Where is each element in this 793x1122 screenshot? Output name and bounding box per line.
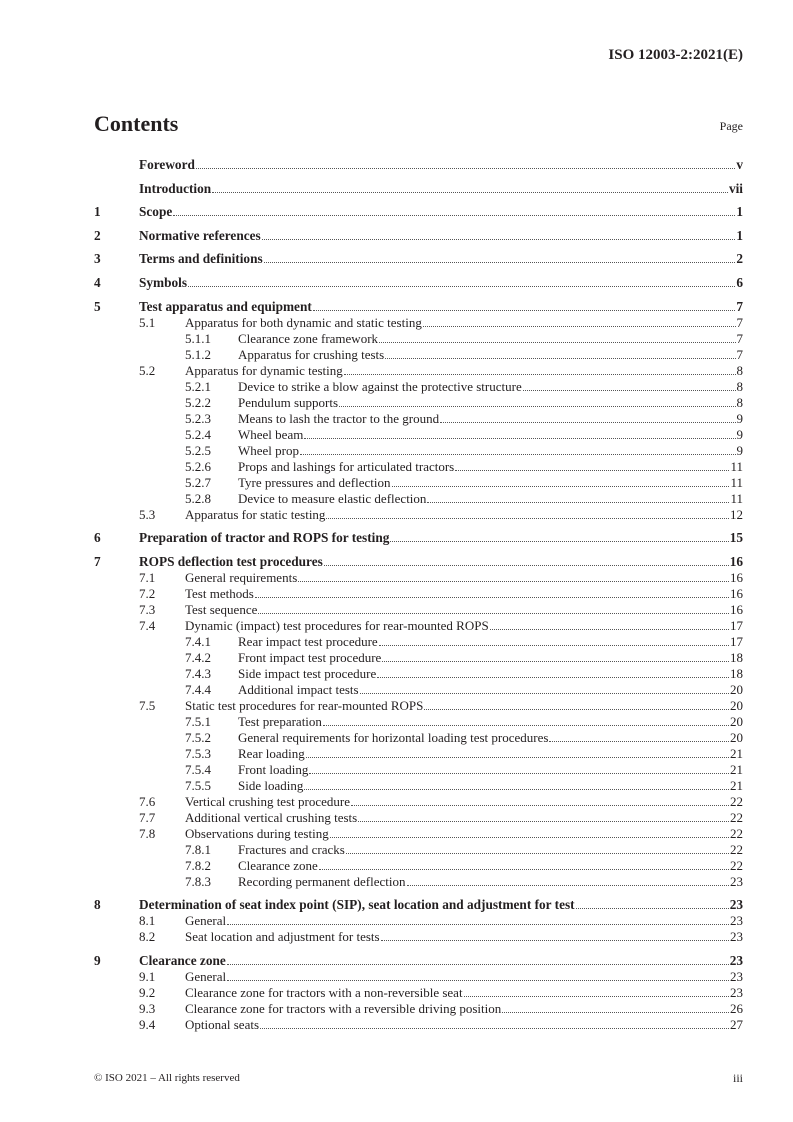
toc-entry-title: Clearance zone for tractors with a non-reversible seat <box>185 984 463 1000</box>
toc-entry-page: 11 <box>730 474 743 490</box>
toc-entry[interactable] <box>94 394 743 410</box>
toc-entry-number: 5.2.4 <box>185 426 211 442</box>
toc-entry-page: 21 <box>730 777 743 793</box>
toc-entry-title: Apparatus for dynamic testing <box>185 362 343 378</box>
dot-leader <box>464 995 729 997</box>
toc-entry-page: 7 <box>736 314 743 330</box>
toc-entry-title: Foreword <box>139 157 195 172</box>
toc-entry-number: 8 <box>94 897 101 913</box>
toc-entry-title: General requirements for horizontal loading test procedures <box>238 729 549 745</box>
toc-entry-title: Fractures and cracks <box>238 841 345 857</box>
toc-entry-number: 2 <box>94 227 101 243</box>
dot-leader <box>440 421 735 423</box>
toc-entry-page: 23 <box>729 952 743 968</box>
toc-entry-page: 9 <box>736 410 743 426</box>
toc-entry-page: v <box>736 157 743 172</box>
toc-entry[interactable] <box>94 314 743 330</box>
toc-entry-number: 7.5.2 <box>185 729 211 745</box>
dot-leader <box>309 772 729 774</box>
toc-entry[interactable] <box>94 458 743 474</box>
toc-entry-title: Introduction <box>139 180 212 196</box>
toc-entry[interactable] <box>94 617 743 633</box>
toc-entry-number: 7.5.5 <box>185 777 211 793</box>
toc-entry-number: 7.7 <box>139 809 156 825</box>
toc-entry-number: 5.3 <box>139 506 156 522</box>
dot-leader <box>523 389 736 391</box>
toc-entry-title: Wheel prop <box>238 442 300 458</box>
toc-entry-number: 7.4.4 <box>185 681 211 697</box>
dot-leader <box>455 469 729 471</box>
toc-entry-number: 5.2.7 <box>185 474 211 490</box>
copyright-footer: © ISO 2021 – All rights reserved <box>94 1072 240 1084</box>
dot-leader <box>381 939 729 941</box>
toc-entry-number: 8.1 <box>139 913 156 929</box>
toc-entry-number: 7.6 <box>139 793 156 809</box>
dot-leader <box>427 501 729 503</box>
dot-leader <box>358 820 729 822</box>
toc-entry-number: 3 <box>94 251 101 267</box>
toc-entry[interactable] <box>94 681 743 697</box>
dot-leader <box>298 580 729 582</box>
dot-leader <box>264 261 736 263</box>
toc-entry-number: 7.4.1 <box>185 633 211 649</box>
toc-entry-title: Rear impact test procedure <box>238 633 378 649</box>
toc-entry-number: 9.2 <box>139 984 156 1000</box>
toc-entry-page: 23 <box>730 873 743 889</box>
dot-leader <box>382 660 729 662</box>
dot-leader <box>392 485 730 487</box>
toc-entry-page: 27 <box>730 1016 743 1032</box>
toc-entry[interactable] <box>94 298 743 314</box>
dot-leader <box>255 596 729 598</box>
dot-leader <box>379 341 735 343</box>
dot-leader <box>300 453 735 455</box>
toc-entry-number: 7.8.1 <box>185 841 211 857</box>
toc-entry-title: Props and lashings for articulated tractors <box>238 458 455 474</box>
toc-entry[interactable] <box>94 968 743 984</box>
toc-entry-title: Recording permanent deflection <box>238 873 406 889</box>
dot-leader <box>339 405 735 407</box>
toc-entry[interactable] <box>94 1016 743 1032</box>
toc-entry-page: 18 <box>730 649 743 665</box>
toc-entry-number: 7.4.3 <box>185 665 211 681</box>
dot-leader <box>324 564 729 566</box>
dot-leader <box>313 309 736 311</box>
dot-leader <box>330 836 729 838</box>
toc-entry-page: 8 <box>736 394 743 410</box>
dot-leader <box>304 437 735 439</box>
dot-leader <box>377 676 729 678</box>
dot-leader <box>351 804 729 806</box>
toc-entry-number: 4 <box>94 274 101 290</box>
toc-entry-title: Terms and definitions <box>139 251 263 267</box>
dot-leader <box>173 214 735 216</box>
toc-entry-number: 5.1 <box>139 314 156 330</box>
toc-entry-page: 23 <box>730 929 743 945</box>
toc-entry[interactable] <box>94 156 743 172</box>
toc-entry-number: 7.3 <box>139 601 156 617</box>
toc-entry-title: Apparatus for crushing tests <box>238 346 385 362</box>
toc-entry-number: 5.2.8 <box>185 490 211 506</box>
dot-leader <box>576 907 729 909</box>
toc-entry-page: 16 <box>730 569 743 585</box>
toc-entry[interactable] <box>94 203 743 219</box>
dot-leader <box>227 979 729 981</box>
toc-entry[interactable] <box>94 346 743 362</box>
toc-entry-page: 22 <box>730 825 743 841</box>
toc-entry-title: Apparatus for static testing <box>185 506 326 522</box>
toc-entry[interactable] <box>94 793 743 809</box>
toc-entry-page: 7 <box>736 330 743 346</box>
toc-entry-title: Apparatus for both dynamic and static testing <box>185 314 422 330</box>
toc-entry-title: General <box>185 968 227 984</box>
toc-entry-page: 23 <box>730 984 743 1000</box>
toc-entry-title: Optional seats <box>185 1016 260 1032</box>
toc-entry-title: Tyre pressures and deflection <box>238 474 391 490</box>
toc-entry[interactable] <box>94 529 743 545</box>
toc-entry-page: 22 <box>730 809 743 825</box>
toc-entry-page: 22 <box>730 841 743 857</box>
contents-heading: Contents <box>94 111 179 136</box>
toc-entry-page: 1 <box>736 204 743 220</box>
toc-entry-title: Means to lash the tractor to the ground <box>238 410 440 426</box>
dot-leader <box>344 373 736 375</box>
toc-entry-page: 20 <box>730 697 743 713</box>
toc-entry-page: 20 <box>730 729 743 745</box>
dot-leader <box>360 692 729 694</box>
toc-entry-number: 7.2 <box>139 585 156 601</box>
toc-entry-title: Preparation of tractor and ROPS for testing <box>139 530 390 546</box>
toc-entry-number: 9.1 <box>139 968 156 984</box>
toc-entry[interactable] <box>94 426 743 442</box>
toc-entry-page: 17 <box>730 617 743 633</box>
dot-leader <box>549 740 729 742</box>
toc-entry-title: Clearance zone for tractors with a reversible driving position <box>185 1000 502 1016</box>
toc-entry-title: Dynamic (impact) test procedures for rear-mounted ROPS <box>185 617 489 633</box>
toc-entry[interactable] <box>94 180 743 196</box>
toc-entry[interactable] <box>94 761 743 777</box>
dot-leader <box>212 191 728 193</box>
toc-entry-title: Pendulum supports <box>238 394 339 410</box>
toc-entry-title: ROPS deflection test procedures <box>139 553 323 569</box>
toc-entry-page: 8 <box>736 362 743 378</box>
toc-entry-title: Test methods <box>185 585 254 601</box>
toc-entry-title: Front loading <box>238 761 309 777</box>
dot-leader <box>385 357 735 359</box>
toc-entry-page: 16 <box>729 553 743 569</box>
dot-leader <box>262 238 736 240</box>
toc-entry-page: 21 <box>730 745 743 761</box>
toc-entry[interactable] <box>94 362 743 378</box>
toc-entry-number: 7.8 <box>139 825 156 841</box>
toc-entry-number: 1 <box>94 204 101 220</box>
toc-entry-title: Test apparatus and equipment <box>139 298 312 314</box>
toc-entry-number: 9.4 <box>139 1016 156 1032</box>
toc-entry[interactable] <box>94 912 743 928</box>
dot-leader <box>306 756 729 758</box>
dot-leader <box>326 517 729 519</box>
toc-entry-page: 23 <box>729 897 743 913</box>
dot-leader <box>196 167 735 169</box>
dot-leader <box>379 644 729 646</box>
toc-entry[interactable] <box>94 227 743 243</box>
toc-entry-number: 7.4.2 <box>185 649 211 665</box>
toc-entry-title: Determination of seat index point (SIP), seat location and adjustment for test <box>139 897 575 913</box>
toc-entry[interactable] <box>94 553 743 569</box>
dot-leader <box>390 540 728 542</box>
toc-entry-title: Static test procedures for rear-mounted ROPS <box>185 697 424 713</box>
toc-entry-page: 16 <box>730 585 743 601</box>
toc-entry-page: 11 <box>730 490 743 506</box>
toc-entry-page: vii <box>728 180 743 196</box>
toc-entry[interactable] <box>94 896 743 912</box>
toc-entry-page: 8 <box>736 378 743 394</box>
dot-leader <box>258 612 729 614</box>
toc-entry[interactable] <box>94 777 743 793</box>
toc-entry-number: 5.1.2 <box>185 346 211 362</box>
toc-entry-title: Vertical crushing test procedure <box>185 793 350 809</box>
toc-entry-page: 9 <box>736 426 743 442</box>
toc-entry-title: Clearance zone framework <box>238 330 379 346</box>
toc-entry-page: 9 <box>736 442 743 458</box>
toc-entry-number: 7.5 <box>139 697 156 713</box>
toc-entry[interactable] <box>94 410 743 426</box>
toc-entry-number: 7.5.1 <box>185 713 211 729</box>
dot-leader <box>346 852 729 854</box>
toc-entry-title: Device to strike a blow against the protective structure <box>238 378 522 394</box>
toc-entry[interactable] <box>94 649 743 665</box>
toc-entry-title: General <box>185 913 227 929</box>
toc-entry-page: 1 <box>736 227 743 243</box>
toc-entry-page: 12 <box>730 506 743 522</box>
toc-entry-page: 16 <box>730 601 743 617</box>
toc-entry[interactable] <box>94 1000 743 1016</box>
toc-entry-title: Device to measure elastic deflection <box>238 490 427 506</box>
toc-entry-page: 20 <box>730 713 743 729</box>
toc-entry[interactable] <box>94 274 743 290</box>
toc-entry[interactable] <box>94 474 743 490</box>
toc-entry-number: 5.2.2 <box>185 394 211 410</box>
toc-entry-number: 8.2 <box>139 929 156 945</box>
toc-entry-page: 6 <box>736 274 743 290</box>
toc-entry-page: 26 <box>730 1000 743 1016</box>
dot-leader <box>490 628 729 630</box>
toc-entry-number: 7.8.2 <box>185 857 211 873</box>
toc-entry-number: 7.5.3 <box>185 745 211 761</box>
toc-entry[interactable] <box>94 729 743 745</box>
page-number: iii <box>732 1071 743 1085</box>
toc-entry-page: 7 <box>736 346 743 362</box>
dot-leader <box>260 1027 729 1029</box>
toc-entry[interactable] <box>94 330 743 346</box>
toc-entry-title: Seat location and adjustment for tests <box>185 929 380 945</box>
toc-entry[interactable] <box>94 250 743 266</box>
toc-entry[interactable] <box>94 841 743 857</box>
toc-entry-title: Scope <box>139 204 173 220</box>
toc-entry-title: Wheel beam <box>238 426 304 442</box>
toc-entry-number: 5.2 <box>139 362 156 378</box>
toc-entry-page: 21 <box>730 761 743 777</box>
table-of-contents <box>94 156 743 1032</box>
toc-entry-page: 20 <box>730 681 743 697</box>
toc-entry-page: 23 <box>730 913 743 929</box>
toc-entry-title: Test preparation <box>238 713 322 729</box>
toc-entry-number: 9 <box>94 952 101 968</box>
toc-entry-title: Clearance zone <box>238 857 318 873</box>
dot-leader <box>502 1011 729 1013</box>
toc-entry-title: Side impact test procedure <box>238 665 377 681</box>
toc-entry[interactable] <box>94 952 743 968</box>
toc-entry-page: 11 <box>730 458 743 474</box>
toc-entry-number: 5.2.3 <box>185 410 211 426</box>
toc-entry[interactable] <box>94 665 743 681</box>
toc-entry-page: 17 <box>730 633 743 649</box>
dot-leader <box>407 884 730 886</box>
toc-entry-page: 22 <box>730 857 743 873</box>
toc-entry-page: 7 <box>736 298 743 314</box>
toc-entry-number: 7.1 <box>139 569 156 585</box>
toc-entry-page: 23 <box>730 968 743 984</box>
toc-entry-title: Additional impact tests <box>238 681 359 697</box>
toc-entry[interactable] <box>94 490 743 506</box>
toc-entry[interactable] <box>94 378 743 394</box>
toc-entry[interactable] <box>94 585 743 601</box>
toc-entry-number: 5.1.1 <box>185 330 211 346</box>
toc-entry-page: 15 <box>729 530 743 546</box>
toc-entry-title: Front impact test procedure <box>238 649 382 665</box>
toc-entry[interactable] <box>94 601 743 617</box>
toc-entry[interactable] <box>94 633 743 649</box>
toc-entry-title: Test sequence <box>185 601 258 617</box>
toc-entry[interactable] <box>94 569 743 585</box>
toc-entry-number: 9.3 <box>139 1000 156 1016</box>
toc-entry-title: Clearance zone <box>139 952 226 968</box>
toc-entry-title: Observations during testing <box>185 825 329 841</box>
toc-entry[interactable] <box>94 825 743 841</box>
toc-entry-number: 5.2.1 <box>185 378 211 394</box>
toc-entry-page: 18 <box>730 665 743 681</box>
toc-entry-title: Normative references <box>139 227 261 243</box>
toc-entry[interactable] <box>94 697 743 713</box>
toc-entry[interactable] <box>94 873 743 889</box>
dot-leader <box>188 285 735 287</box>
toc-entry-page: 22 <box>730 793 743 809</box>
toc-entry-number: 7 <box>94 553 101 569</box>
dot-leader <box>227 963 729 965</box>
document-id-header: ISO 12003-2:2021(E) <box>608 47 743 63</box>
toc-entry-number: 7.4 <box>139 617 156 633</box>
toc-entry[interactable] <box>94 809 743 825</box>
toc-entry-number: 5 <box>94 298 101 314</box>
toc-entry-number: 5.2.6 <box>185 458 211 474</box>
toc-entry[interactable] <box>94 713 743 729</box>
toc-entry-number: 5.2.5 <box>185 442 211 458</box>
toc-entry-title: Additional vertical crushing tests <box>185 809 358 825</box>
dot-leader <box>304 788 729 790</box>
toc-entry-number: 7.5.4 <box>185 761 211 777</box>
toc-entry-page: 2 <box>736 251 743 267</box>
dot-leader <box>227 923 729 925</box>
page-column-label: Page <box>719 119 743 133</box>
toc-entry-title: General requirements <box>185 569 298 585</box>
toc-entry[interactable] <box>94 928 743 944</box>
toc-entry[interactable] <box>94 506 743 522</box>
toc-entry[interactable] <box>94 857 743 873</box>
toc-entry-title: Rear loading <box>238 745 305 761</box>
toc-entry-title: Side loading <box>238 777 304 793</box>
toc-entry-title: Symbols <box>139 274 188 290</box>
dot-leader <box>323 724 729 726</box>
toc-entry-number: 7.8.3 <box>185 873 211 889</box>
toc-entry[interactable] <box>94 745 743 761</box>
dot-leader <box>423 325 736 327</box>
dot-leader <box>319 868 729 870</box>
toc-entry[interactable] <box>94 442 743 458</box>
dot-leader <box>424 708 729 710</box>
toc-entry[interactable] <box>94 984 743 1000</box>
toc-entry-number: 6 <box>94 530 101 546</box>
